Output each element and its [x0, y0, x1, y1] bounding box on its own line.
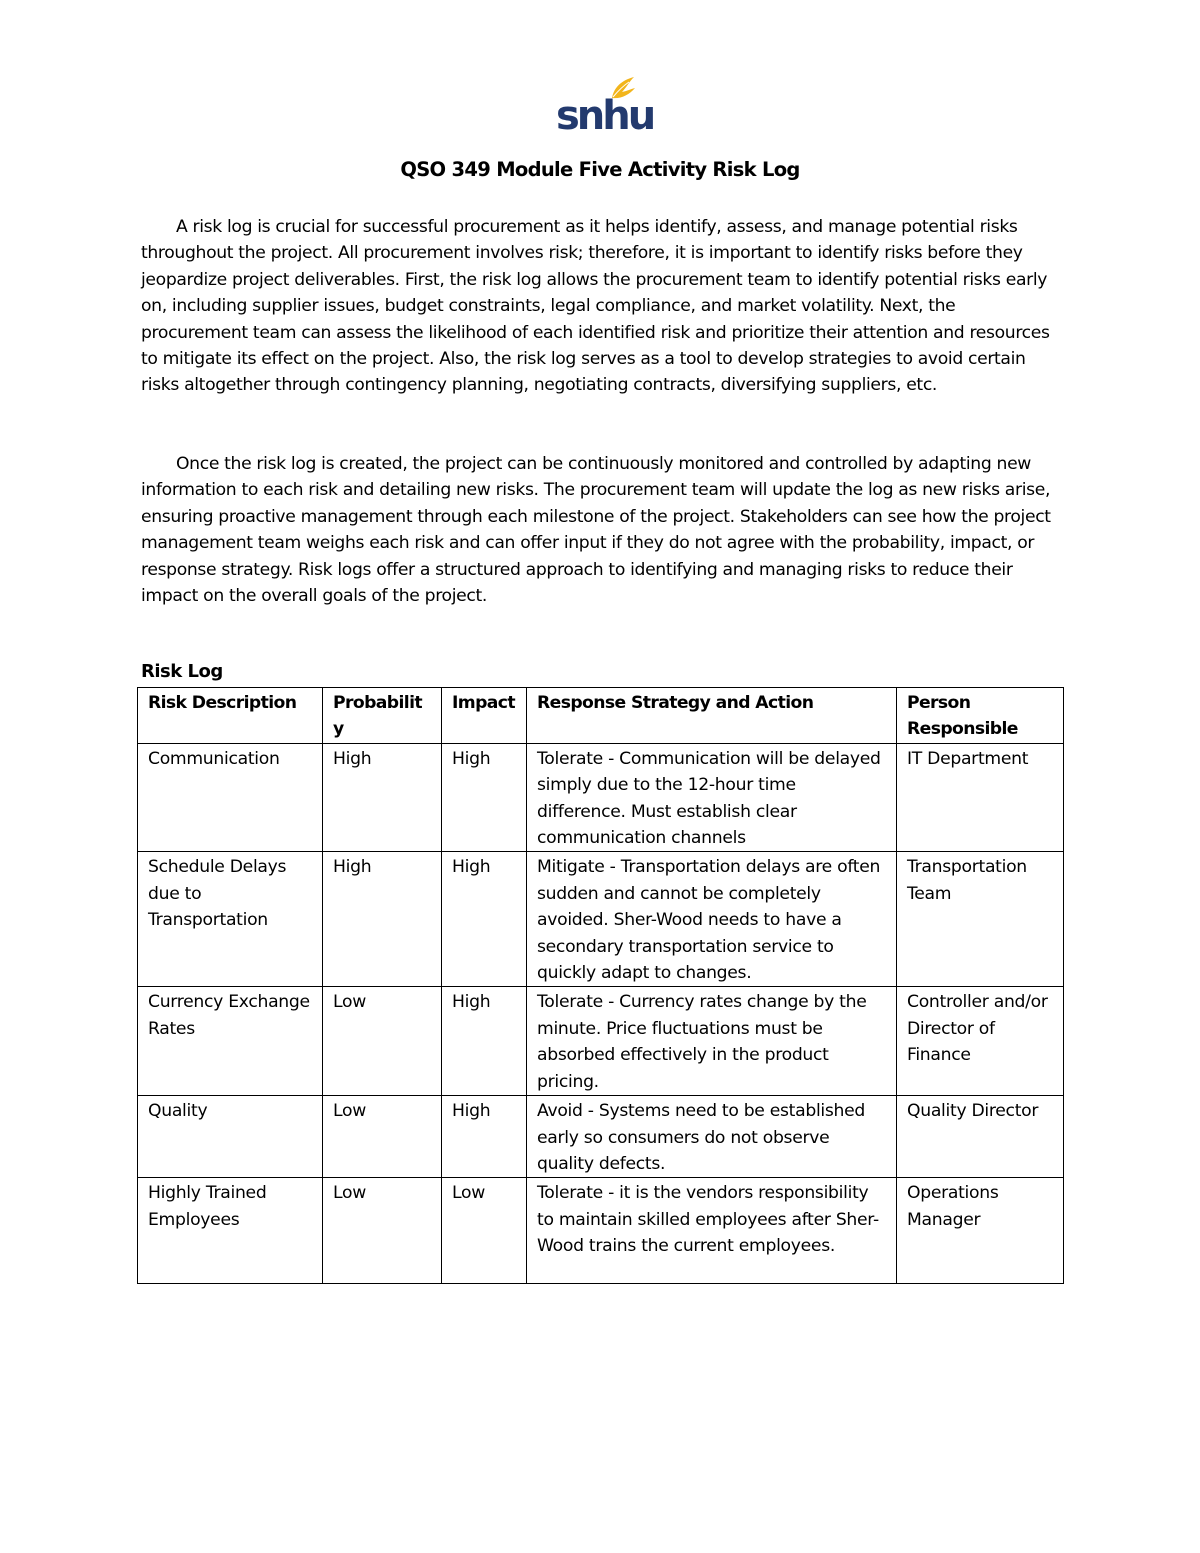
response-cell: Tolerate - it is the vendors responsibility to maintain skilled employees after Sher-Wood trains the current employees.: [527, 1178, 897, 1284]
person-cell: Transportation Team: [897, 852, 1064, 987]
probability-cell: Low: [323, 987, 442, 1096]
response-cell: Tolerate - Communication will be delayed simply due to the 12-hour time difference. Must establish clear communication channels: [527, 743, 897, 852]
leaf-flame-icon: [556, 72, 654, 139]
probability-cell: Low: [323, 1096, 442, 1178]
intro-paragraph: A risk log is crucial for successful procurement as it helps identify, assess, and manage potential risks throughout the project. All procurement involves risk; therefore, it is important to identify risks before they jeopardize project deliverables. First, the risk log allows the procurement team to identify potential risks early on, including supplier issues, budget constraints, legal compliance, and market volatility. Next, the procurement team can assess the likelihood of each identified risk and prioritize their attention and resources to mitigate its effect on the project. Also, the risk log serves as a tool to develop strategies to avoid certain risks altogether through contingency planning, negotiating contracts, diversifying suppliers, etc.: [141, 217, 1050, 396]
risk-log-caption: Risk Log: [141, 661, 223, 682]
document-title: QSO 349 Module Five Activity Risk Log: [400, 158, 800, 181]
person-cell: Quality Director: [897, 1096, 1064, 1178]
header-risk-description: Risk Description: [138, 688, 323, 744]
table-row: [138, 743, 1064, 852]
probability-cell: High: [323, 852, 442, 987]
header-person-responsible: Person Responsible: [897, 688, 1064, 744]
risk-description-cell: Schedule Delays due to Transportation: [138, 852, 323, 987]
table-row: [138, 1178, 1064, 1284]
svg-text:snhu: snhu: [556, 93, 654, 139]
snhu-logo: [556, 72, 654, 139]
impact-cell: Low: [442, 1178, 527, 1284]
header-probability: Probability: [323, 688, 442, 744]
person-cell: Operations Manager: [897, 1178, 1064, 1284]
table-row: [138, 987, 1064, 1096]
header-response-strategy: Response Strategy and Action: [527, 688, 897, 744]
probability-cell: High: [323, 743, 442, 852]
table-header-row: [138, 688, 1064, 744]
response-cell: Mitigate - Transportation delays are often sudden and cannot be completely avoided. Sher-Wood needs to have a secondary transportation service to quickly adapt to changes.: [527, 852, 897, 987]
header-impact: Impact: [442, 688, 527, 744]
person-cell: Controller and/or Director of Finance: [897, 987, 1064, 1096]
response-cell: Tolerate - Currency rates change by the minute. Price fluctuations must be absorbed effectively in the product pricing.: [527, 987, 897, 1096]
probability-cell: Low: [323, 1178, 442, 1284]
impact-cell: High: [442, 1096, 527, 1178]
risk-description-cell: Quality: [138, 1096, 323, 1178]
risk-description-cell: Currency Exchange Rates: [138, 987, 323, 1096]
impact-cell: High: [442, 743, 527, 852]
table-row: [138, 1096, 1064, 1178]
impact-cell: High: [442, 987, 527, 1096]
table-row: [138, 852, 1064, 987]
monitoring-paragraph: Once the risk log is created, the project can be continuously monitored and controlled by adapting new information to each risk and detailing new risks. The procurement team will update the log as new risks arise, ensuring proactive management through each milestone of the project. Stakeholders can see how the project management team weighs each risk and can offer input if they do not agree with the probability, impact, or response strategy. Risk logs offer a structured approach to identifying and managing risks to reduce their impact on the overall goals of the project.: [141, 454, 1051, 607]
risk-log-table: [137, 687, 1064, 1284]
person-cell: IT Department: [897, 743, 1064, 852]
risk-description-cell: Highly Trained Employees: [138, 1178, 323, 1284]
response-cell: Avoid - Systems need to be established early so consumers do not observe quality defects.: [527, 1096, 897, 1178]
risk-description-cell: Communication: [138, 743, 323, 852]
impact-cell: High: [442, 852, 527, 987]
